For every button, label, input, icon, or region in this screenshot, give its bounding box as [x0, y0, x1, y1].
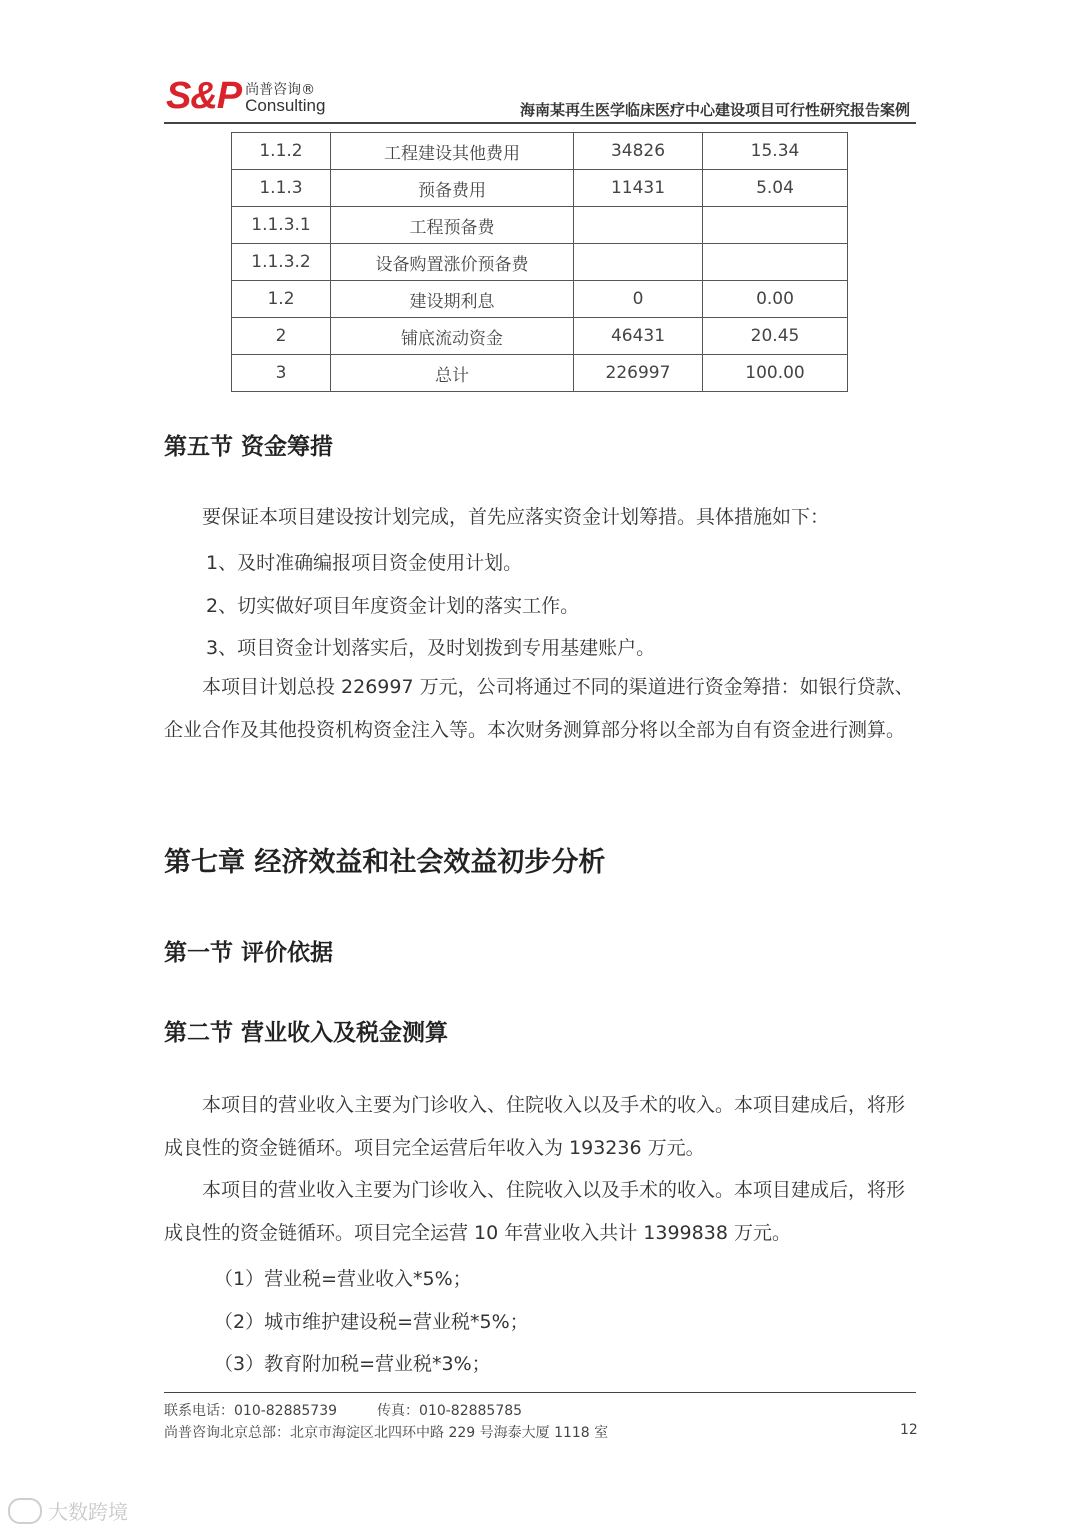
- table-row: [232, 133, 848, 170]
- table-cell: 预备费用: [331, 170, 574, 207]
- table-cell: 0: [574, 281, 703, 318]
- list-item: 2、切实做好项目年度资金计划的落实工作。: [206, 595, 580, 617]
- footer-address: 尚普咨询北京总部：北京市海淀区北四环中路 229 号海泰大厦 1118 室: [164, 1425, 609, 1441]
- footer-fax: 传真：010-82885785: [377, 1403, 523, 1419]
- table-cell: 34826: [574, 133, 703, 170]
- table-cell: 工程预备费: [331, 207, 574, 244]
- table-row: [232, 207, 848, 244]
- logo-mark: S&P: [166, 75, 242, 117]
- funding-intro: 要保证本项目建设按计划完成，首先应落实资金计划筹措。具体措施如下：: [202, 506, 830, 528]
- company-logo: [166, 75, 326, 117]
- table-cell: 1.1.2: [232, 133, 331, 170]
- table-cell: 3: [232, 355, 331, 392]
- table-row: [232, 170, 848, 207]
- table-cell: [574, 244, 703, 281]
- chat-bubble-icon: [8, 1498, 42, 1524]
- table-cell: 11431: [574, 170, 703, 207]
- footer-phone: 联系电话：010-82885739: [164, 1403, 338, 1419]
- logo-en: Consulting: [245, 96, 326, 115]
- table-row: [232, 281, 848, 318]
- section-heading-revenue: 第二节 营业收入及税金测算: [164, 1020, 449, 1046]
- logo-cn: 尚普咨询®: [245, 82, 316, 98]
- list-item: 3、项目资金计划落实后，及时划拨到专用基建账户。: [206, 637, 656, 659]
- table-cell: 1.2: [232, 281, 331, 318]
- table-row: [232, 355, 848, 392]
- table-cell: 15.34: [703, 133, 848, 170]
- table-cell: 设备购置涨价预备费: [331, 244, 574, 281]
- table-cell: 工程建设其他费用: [331, 133, 574, 170]
- table-row: [232, 244, 848, 281]
- table-cell: 100.00: [703, 355, 848, 392]
- revenue-paragraph-1: 本项目的营业收入主要为门诊收入、住院收入以及手术的收入。本项目建成后，将形成良性的资金链循环。项目完全运营后年收入为 193236 万元。: [164, 1094, 906, 1159]
- tax-formula: （1）营业税=营业收入*5%；: [214, 1268, 472, 1290]
- table-cell: 1.1.3.2: [232, 244, 331, 281]
- table-row: [232, 318, 848, 355]
- page-number: 12: [900, 1422, 918, 1438]
- logo-text: [245, 82, 325, 114]
- table-cell: 1.1.3.1: [232, 207, 331, 244]
- revenue-paragraph-2: 本项目的营业收入主要为门诊收入、住院收入以及手术的收入。本项目建成后，将形成良性的资金链循环。项目完全运营 10 年营业收入共计 1399838 万元。: [164, 1179, 906, 1244]
- chapter-heading: 第七章 经济效益和社会效益初步分析: [164, 847, 606, 878]
- table-cell: 20.45: [703, 318, 848, 355]
- table-cell: 5.04: [703, 170, 848, 207]
- table-cell: [574, 207, 703, 244]
- table-cell: [703, 207, 848, 244]
- table-cell: [703, 244, 848, 281]
- section-heading-basis: 第一节 评价依据: [164, 940, 334, 966]
- table-cell: 0.00: [703, 281, 848, 318]
- list-item: 1、及时准确编报项目资金使用计划。: [206, 552, 523, 574]
- footer-rule: [164, 1392, 916, 1393]
- funding-closing: 本项目计划总投 226997 万元，公司将通过不同的渠道进行资金筹措：如银行贷款、企业合作及其他投资机构资金注入等。本次财务测算部分将以全部为自有资金进行测算。: [164, 676, 914, 741]
- table-cell: 226997: [574, 355, 703, 392]
- watermark: [8, 1496, 128, 1525]
- footer-contact: [164, 1400, 522, 1420]
- header-rule: [164, 122, 916, 124]
- header-title: 海南某再生医学临床医疗中心建设项目可行性研究报告案例: [519, 101, 910, 119]
- tax-formula: （3）教育附加税=营业税*3%；: [214, 1353, 491, 1375]
- table-cell: 建设期利息: [331, 281, 574, 318]
- table-cell: 2: [232, 318, 331, 355]
- table-cell: 46431: [574, 318, 703, 355]
- table-cell: 总计: [331, 355, 574, 392]
- table-cell: 1.1.3: [232, 170, 331, 207]
- table-cell: 铺底流动资金: [331, 318, 574, 355]
- section-heading-funding: 第五节 资金筹措: [164, 434, 334, 460]
- watermark-text: 大数跨境: [48, 1500, 128, 1524]
- tax-formula: （2）城市维护建设税=营业税*5%；: [214, 1311, 529, 1333]
- investment-table: [231, 132, 848, 392]
